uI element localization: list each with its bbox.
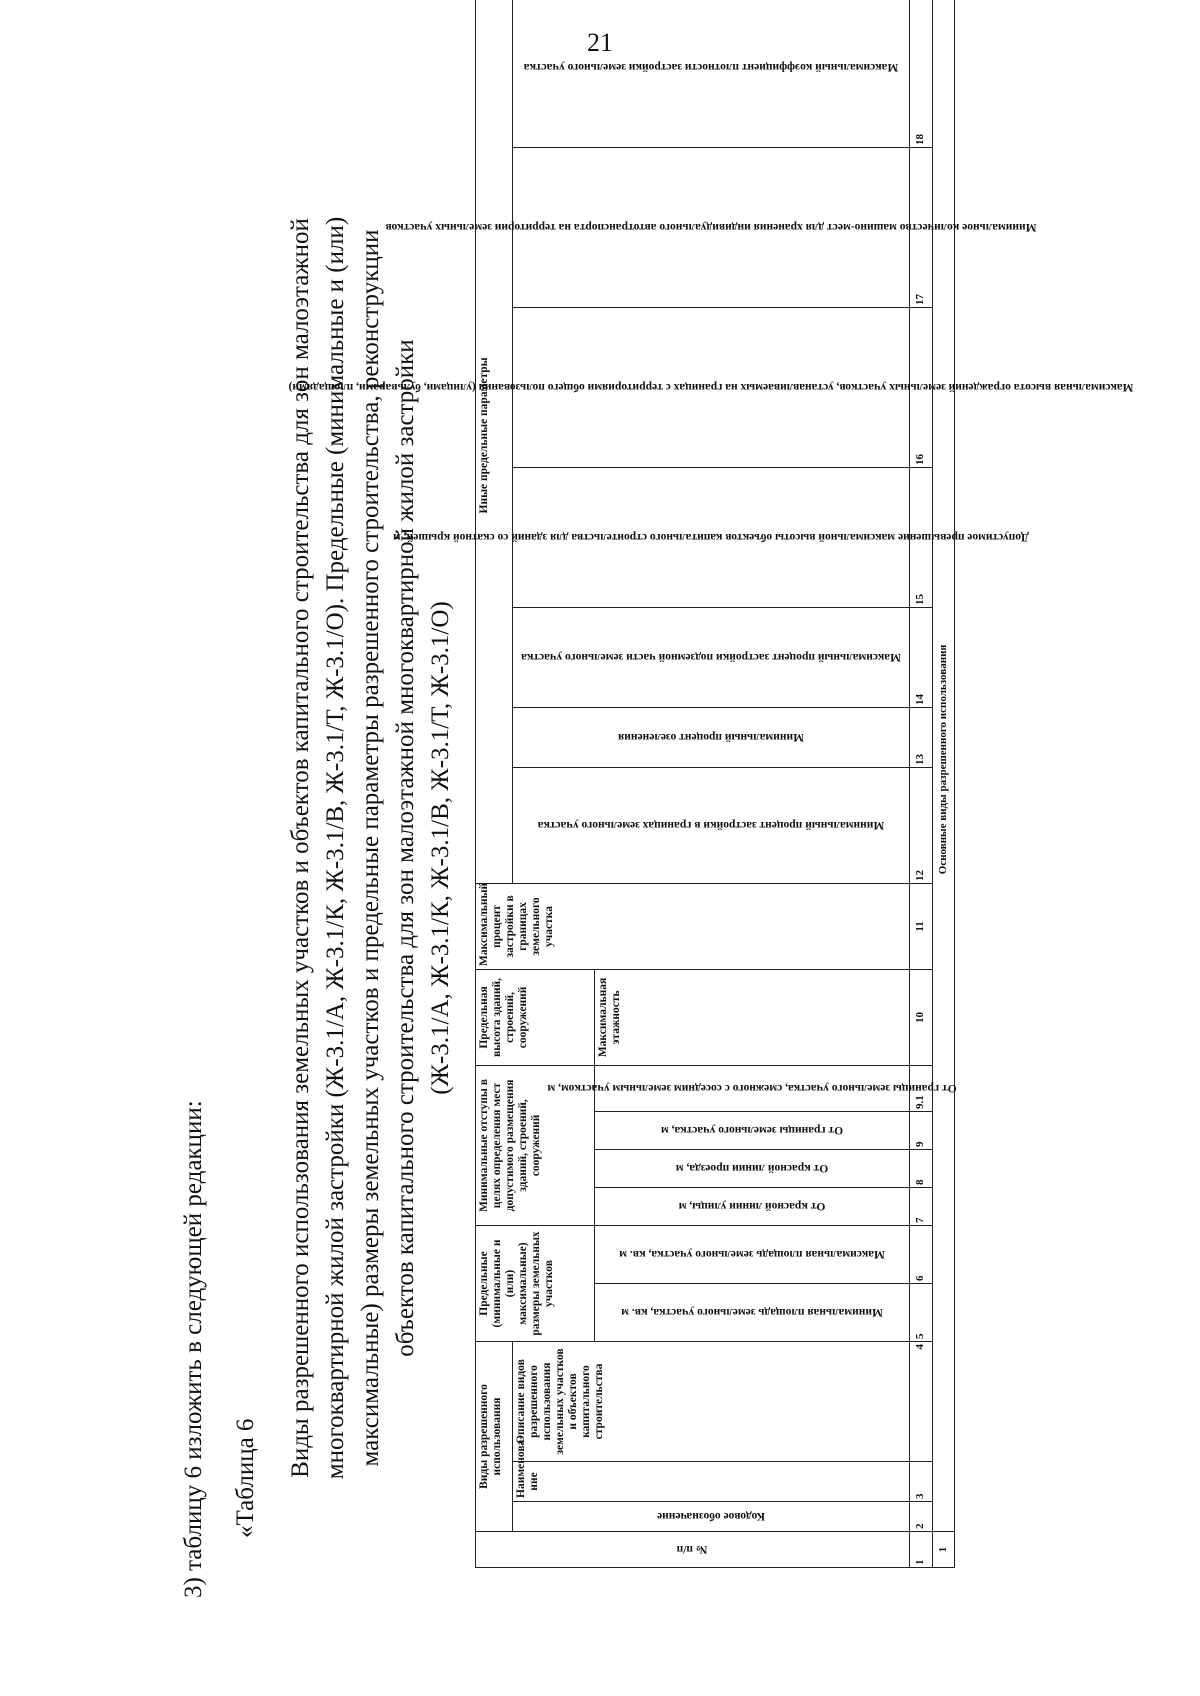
header-number: № п/п <box>476 1532 910 1568</box>
column-numbers-row <box>909 0 932 1568</box>
column-number: 11 <box>909 883 932 969</box>
column-number: 13 <box>909 707 932 767</box>
header-permitted-uses: Виды разрешенного использования <box>476 1342 513 1532</box>
header-setback-passage: От красной линии проезда, м <box>595 1149 910 1187</box>
header-description: Описание видов разрешенного использования земельных участков и объектов капитального строительства <box>512 1342 909 1462</box>
header-height-excess: Допустимое превышение максимальной высоты объектов капитального строительства для зданий со скатной крышей, м <box>512 467 909 607</box>
table-caption <box>283 78 458 1618</box>
caption-line: Виды разрешенного использования земельных участков и объектов капитального строительства для зон малоэтажной <box>287 218 314 1478</box>
header-greening: Минимальный процент озеленения <box>512 707 909 767</box>
column-number: 7 <box>909 1187 932 1225</box>
column-number: 12 <box>909 767 932 883</box>
intro-line: 3) таблицу 6 изложить в следующей редакции: <box>180 1100 207 1598</box>
column-number: 15 <box>909 467 932 607</box>
caption-line: максимальные) размеры земельных участков и предельные параметры разрешенного строительства, реконструкции <box>357 229 384 1467</box>
table-body-spacer <box>955 0 975 1568</box>
column-number: 18 <box>909 0 932 147</box>
header-name: Наименова-ние <box>512 1462 909 1502</box>
column-number: 5 <box>909 1284 932 1342</box>
header-parking: Минимальное количество машино-мест для хранения индивидуального автотранспорта на территории земельных участков <box>512 147 909 307</box>
empty-cell <box>955 0 975 1568</box>
column-number: 4 <box>909 1342 932 1462</box>
header-min-percent: Минимальный процент застройки в границах земельного участка <box>512 767 909 883</box>
header-height: Предельная высота зданий, строений, сооружений <box>476 969 595 1065</box>
header-other-params: Иные предельные параметры <box>476 0 513 883</box>
caption-line: (Ж-3.1/А, Ж-3.1/К, Ж-3.1/В, Ж-3.1/Т, Ж-3.1/О) <box>427 601 454 1095</box>
column-number: 3 <box>909 1462 932 1502</box>
header-max-area: Максимальная площадь земельного участка, кв. м <box>595 1225 910 1283</box>
column-number: 14 <box>909 607 932 707</box>
header-density: Максимальный коэффициент плотности застройки земельного участка <box>512 0 909 147</box>
column-number: 9 <box>909 1111 932 1149</box>
page-number: 21 <box>587 28 613 57</box>
section-number: 1 <box>932 1532 955 1568</box>
header-max-floors: Максимальная этажность <box>595 969 910 1065</box>
caption-line: объектов капитального строительства для зон малоэтажной многоквартирной жилой застройки <box>392 339 419 1357</box>
column-number: 1 <box>909 1532 932 1568</box>
column-number: 2 <box>909 1502 932 1532</box>
header-code: Кодовое обозначение <box>512 1502 909 1532</box>
header-max-percent: Максимальный процент застройки в границах земельного участка <box>476 883 910 969</box>
header-setback-adjacent: От границы земельного участка, смежного с соседним земельным участком, м <box>595 1065 910 1111</box>
column-number: 17 <box>909 147 932 307</box>
header-setback-street: От красной линии улицы, м <box>595 1187 910 1225</box>
header-fence-height: Максимальная высота ограждений земельных участков, устанавливаемых на границах с территориями общего пользования (улицами, бульварами, площадями) <box>512 307 909 467</box>
column-number: 16 <box>909 307 932 467</box>
section-row <box>932 0 955 1568</box>
header-min-area: Минимальная площадь земельного участка, кв. м <box>595 1284 910 1342</box>
table-label: «Таблица 6 <box>232 1418 259 1538</box>
caption-line: многоквартирной жилой застройки (Ж-3.1/А, Ж-3.1/К, Ж-3.1/В, Ж-3.1/Т, Ж-3.1/О). Предельные (минимальные и (или) <box>322 216 349 1480</box>
column-number: 6 <box>909 1225 932 1283</box>
column-number: 10 <box>909 969 932 1065</box>
header-setback-border: От границы земельного участка, м <box>595 1111 910 1149</box>
rotated-sheet <box>180 61 1134 1618</box>
column-number: 9.1 <box>909 1065 932 1111</box>
header-plot-sizes: Предельные (минимальные и (или) максимальные) размеры земельных участков <box>476 1225 595 1341</box>
header-underground: Максимальный процент застройки подземной части земельного участка <box>512 607 909 707</box>
column-number: 8 <box>909 1149 932 1187</box>
header-setbacks: Минимальные отступы в целях определения мест допустимого размещения зданий, строений, сооружений <box>476 1065 595 1225</box>
section-title: Основные виды разрешенного использования <box>932 0 955 1532</box>
